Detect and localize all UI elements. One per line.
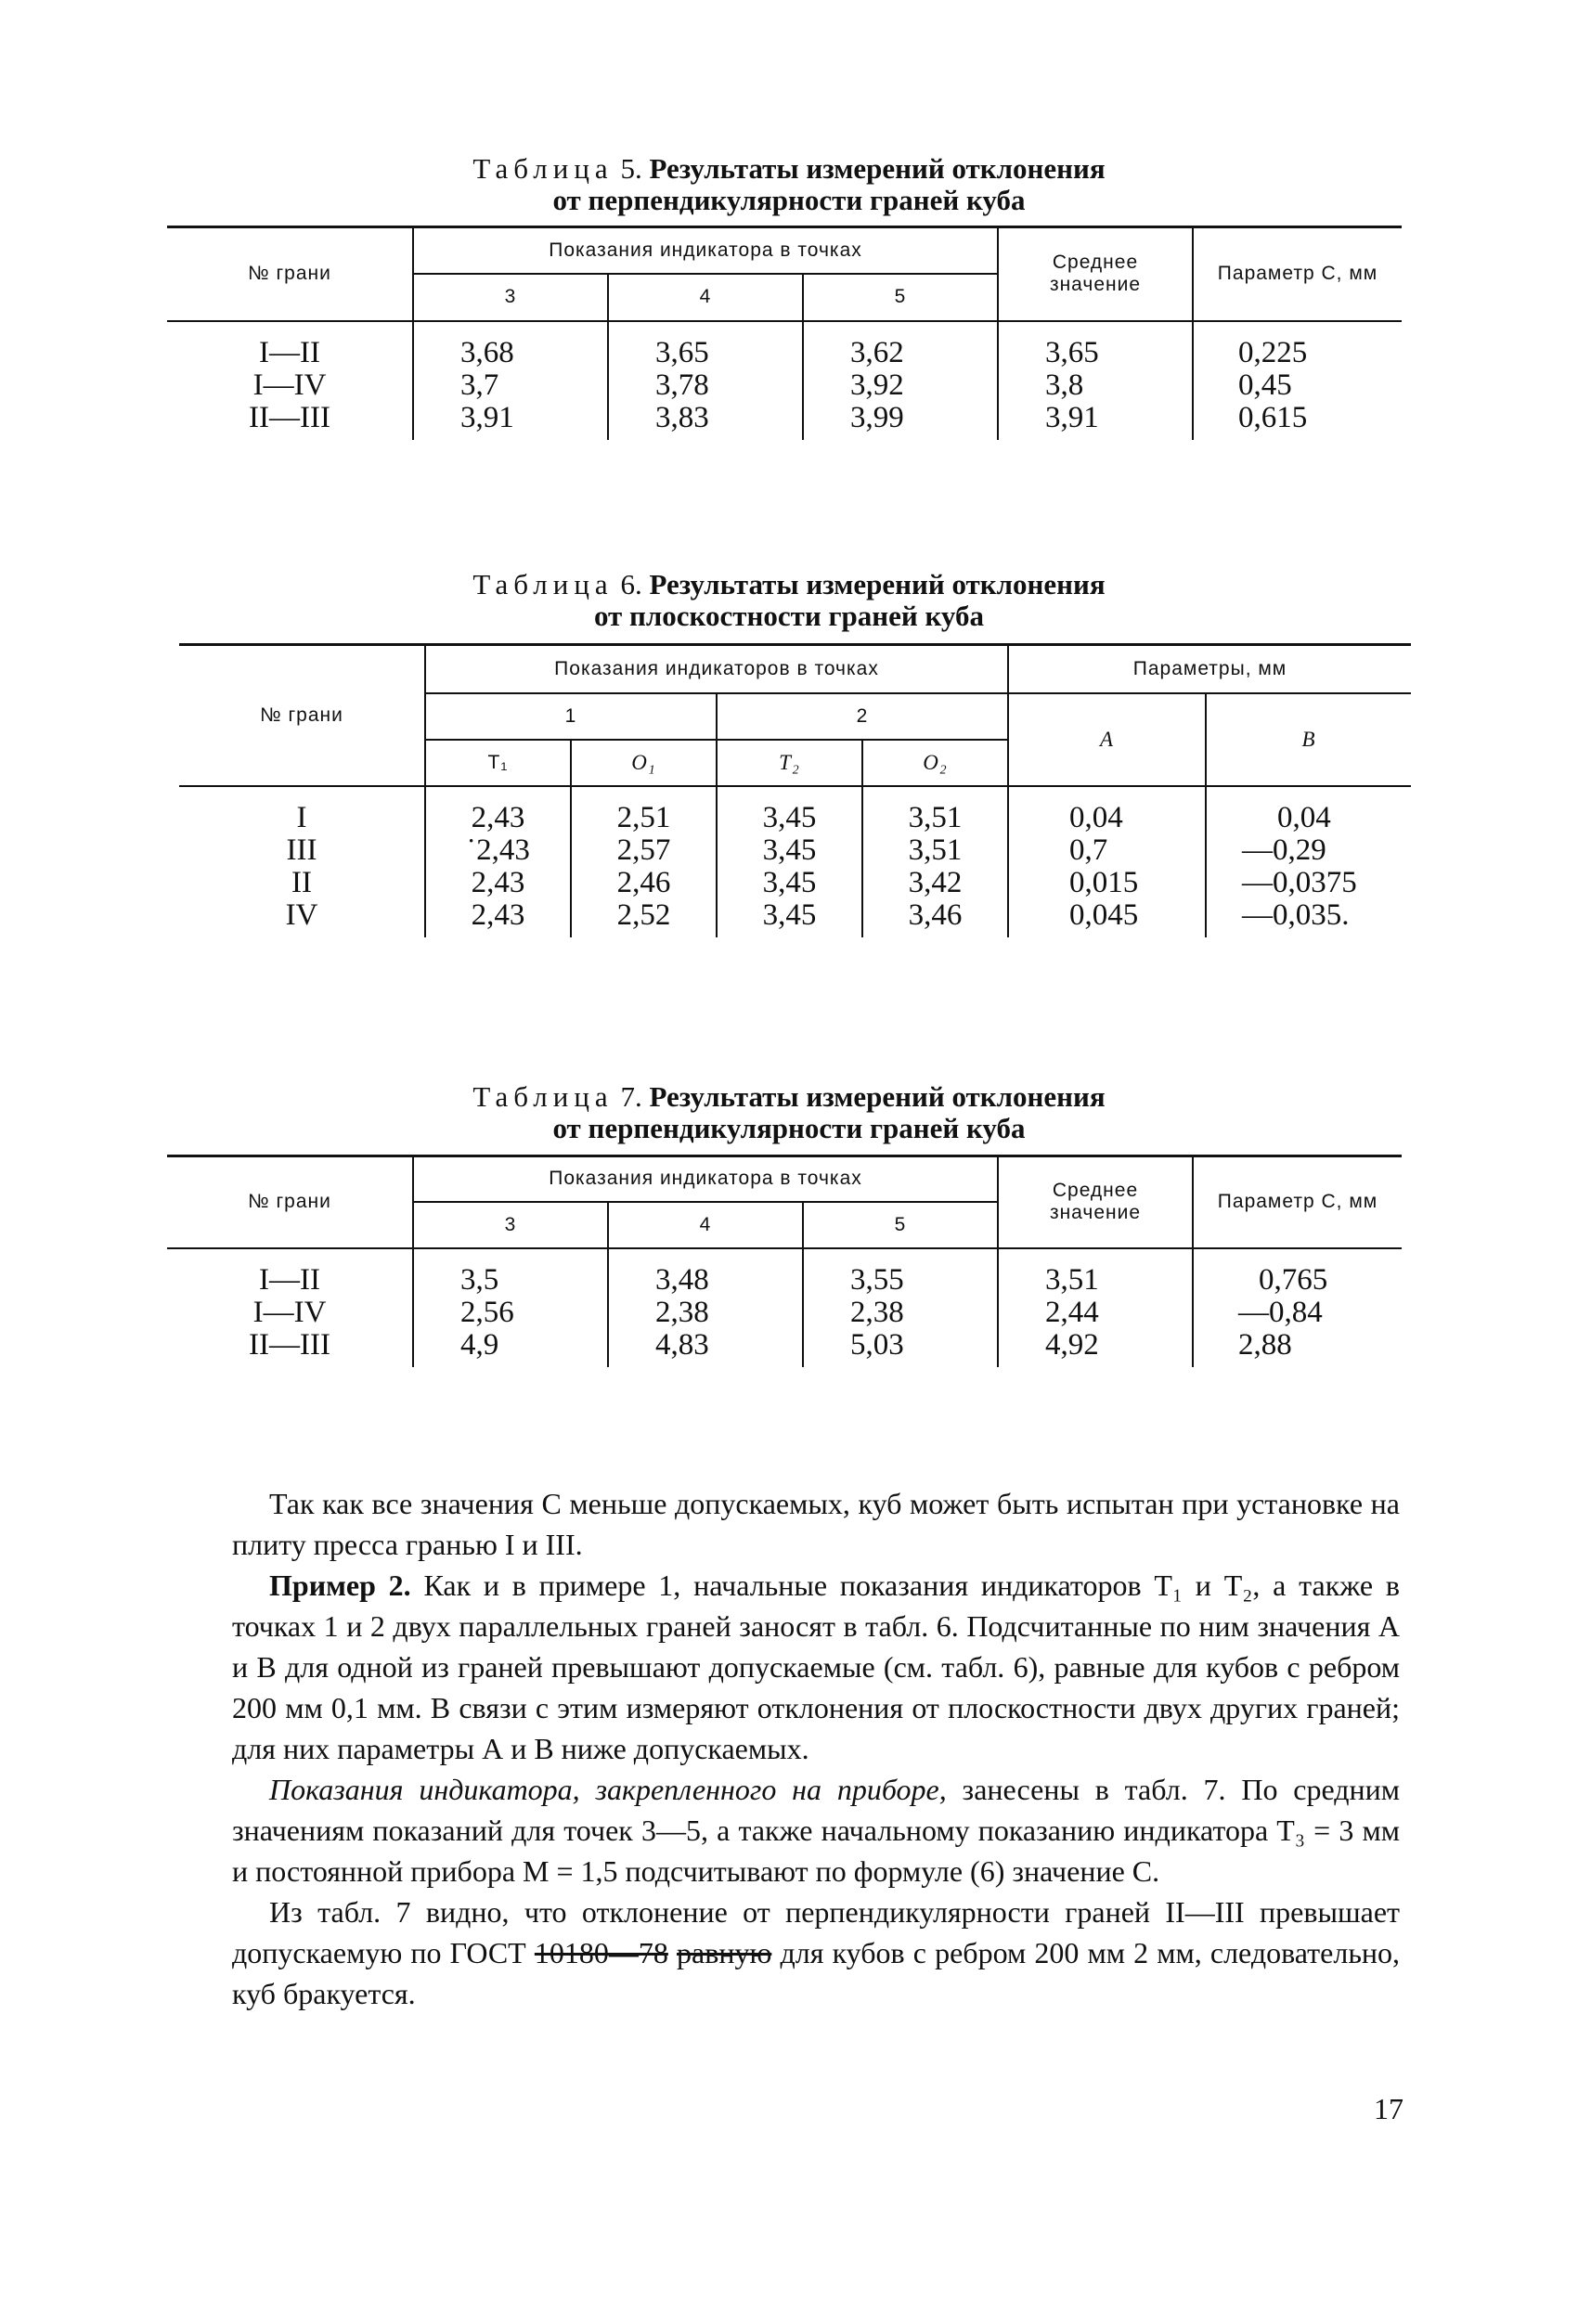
table6-col-t2: 3,45 3,45 3,45 3,45 <box>717 786 862 937</box>
table6-number: 6. <box>620 568 642 600</box>
table5-caption <box>0 153 1578 216</box>
table7-title-line1: Результаты измерений отклонения <box>649 1080 1106 1113</box>
paragraph-2: Пример 2. Как и в примере 1, начальные показания индикаторов Т₁ и Т₂, а также в точках 1 и 2 двух параллельных граней заносят в табл. 6. Подсчитанные по ним значения А и В для одной из граней превышают допускаемые (см. табл. 6), равные для кубов с ребром 200 мм 0,1 мм. В связи с этим измеряют отклонения от плоскостности двух других граней; для них параметры А и В ниже допускаемых. <box>232 1569 1401 1765</box>
table6-header-o1: О₁ <box>571 740 717 786</box>
example-2-lead: Пример 2. <box>269 1569 411 1602</box>
table5-header-point3: 3 <box>413 274 608 321</box>
table5-header-face: № грани <box>167 227 413 321</box>
table5-col-face: I—II I—IV II—III <box>249 335 330 434</box>
table6-col-a: 0,04 0,7 0,015 0,045 <box>1008 786 1206 937</box>
table7-col-mean: 3,51 2,44 4,92 <box>998 1248 1193 1367</box>
table6-title-line1: Результаты измерений отклонения <box>649 568 1106 600</box>
page-number: 17 <box>1374 2092 1403 2125</box>
table5-label: Таблица <box>472 152 614 185</box>
table7-col-param: 0,765 —0,84 2,88 <box>1193 1248 1402 1367</box>
table5 <box>167 226 1402 440</box>
table6-col-t1: 2,43 ˙2,43 2,43 2,43 <box>425 786 571 937</box>
table7-header-point5: 5 <box>803 1202 998 1248</box>
paragraph-4: Из табл. 7 видно, что отклонение от перпендикулярности граней II—III превышает допускаемую по ГОСТ 10180—78 равную для кубов с ребром 200 мм 2 мм, следовательно, куб бракуется. <box>232 1895 1401 2010</box>
table6-header-point2: 2 <box>717 693 1008 740</box>
paragraph-3-lead: Показания индикатора, закрепленного на приборе, <box>269 1773 947 1806</box>
table5-col-point5: 3,62 3,92 3,99 <box>803 321 998 440</box>
table5-col-point3: 3,68 3,7 3,91 <box>413 321 608 440</box>
table6 <box>179 643 1411 937</box>
table6-caption <box>0 569 1578 632</box>
table5-header-mean: Среднее значение <box>998 227 1193 321</box>
table7-col-face: I—II I—IV II—III <box>249 1262 330 1362</box>
table7-header-point4: 4 <box>608 1202 803 1248</box>
table5-number: 5. <box>620 152 642 185</box>
paragraph-3: Показания индикатора, закрепленного на приборе, занесены в табл. 7. По средним значениям показаний для точек 3—5, а также начальному показанию индикатора Т₃ = 3 мм и постоянной прибора М = 1,5 подсчитывают по формуле (6) значение С. <box>232 1773 1401 1888</box>
table5-header-param: Параметр С, мм <box>1193 227 1402 321</box>
table7-label: Таблица <box>472 1080 614 1113</box>
table5-header-point5: 5 <box>803 274 998 321</box>
table7-title-line2: от перпендикулярности граней куба <box>552 1112 1026 1144</box>
table7-header-point3: 3 <box>413 1202 608 1248</box>
table5-header-point4: 4 <box>608 274 803 321</box>
table7 <box>167 1155 1402 1367</box>
table6-header-point1: 1 <box>425 693 717 740</box>
table5-col-point4: 3,65 3,78 3,83 <box>608 321 803 440</box>
table6-header-readings: Показания индикаторов в точках <box>425 645 1008 693</box>
table7-col-point4: 3,48 2,38 4,83 <box>608 1248 803 1367</box>
table7-header-mean: Среднее значение <box>998 1156 1193 1248</box>
body-text <box>232 1483 1400 2014</box>
table6-col-o1: 2,51 2,57 2,46 2,52 <box>571 786 717 937</box>
table7-col-point5: 3,55 2,38 5,03 <box>803 1248 998 1367</box>
table6-header-t2: Т₂ <box>717 740 862 786</box>
table7-caption <box>0 1081 1578 1144</box>
table6-header-b: В <box>1206 693 1411 786</box>
table7-col-point3: 3,5 2,56 4,9 <box>413 1248 608 1367</box>
table6-header-params: Параметры, мм <box>1008 645 1411 693</box>
table6-header-a: А <box>1008 693 1206 786</box>
table7-header-readings: Показания индикатора в точках <box>413 1156 998 1202</box>
table7-header-face: № грани <box>167 1156 413 1248</box>
table6-header-o2: О₂ <box>862 740 1008 786</box>
table7-number: 7. <box>620 1080 642 1113</box>
table5-title-line2: от перпендикулярности граней куба <box>552 184 1026 216</box>
table6-col-o2: 3,51 3,51 3,42 3,46 <box>862 786 1008 937</box>
struck-gost-number: 10180—78 <box>534 1936 668 1969</box>
table6-header-face: № грани <box>179 645 425 786</box>
table6-col-b: 0,04 —0,29 —0,0375 —0,035. <box>1206 786 1411 937</box>
paragraph-1: Так как все значения С меньше допускаемых, куб может быть испытан при установке на плиту пресса гранью I и III. <box>232 1487 1400 1561</box>
table6-label: Таблица <box>472 568 614 600</box>
table5-title-line1: Результаты измерений отклонения <box>649 152 1106 185</box>
table6-header-t1: Т₁ <box>425 740 571 786</box>
table6-col-face: I III II IV <box>285 800 318 932</box>
table5-header-readings: Показания индикатора в точках <box>413 227 998 274</box>
table6-title-line2: от плоскостности граней куба <box>593 600 985 632</box>
table7-header-param: Параметр С, мм <box>1193 1156 1402 1248</box>
table5-col-param: 0,225 0,45 0,615 <box>1193 321 1402 440</box>
table5-col-mean: 3,65 3,8 3,91 <box>998 321 1193 440</box>
struck-word: равную <box>677 1936 772 1969</box>
